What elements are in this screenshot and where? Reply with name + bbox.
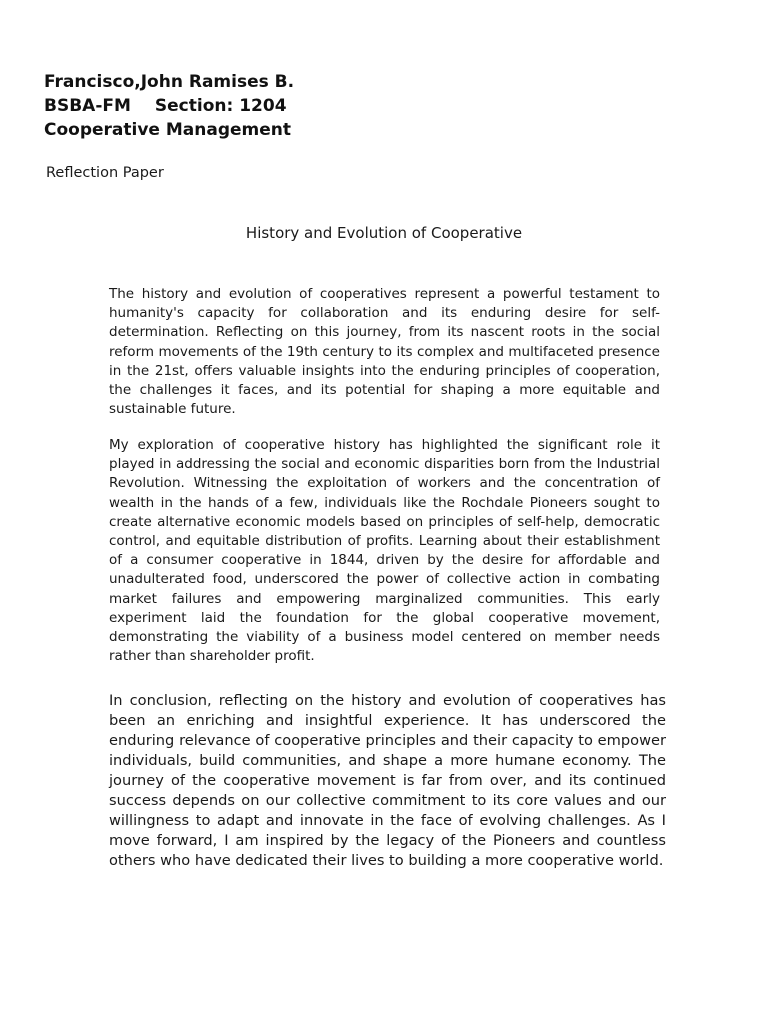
section: Section: 1204: [154, 96, 287, 116]
program: BSBA-FM: [44, 96, 131, 116]
author-header: [44, 70, 294, 142]
paragraph-conclusion: In conclusion, reflecting on the history and evolution of cooperatives has been an enriching and insightful experience. It has underscored the enduring relevance of cooperative principles and their capacity to empower individuals, build communities, and shape a more humane economy. The journey of the cooperative movement is far from over, and its continued success depends on our collective commitment to its core values and our willingness to adapt and innovate in the face of evolving challenges. As I move forward, I am inspired by the legacy of the Pioneers and countless others who have dedicated their lives to building a more cooperative world.: [109, 692, 666, 869]
paper-title: History and Evolution of Cooperative: [245, 224, 523, 242]
course-name: Cooperative Management: [44, 120, 292, 140]
paragraph-history: My exploration of cooperative history has highlighted the significant role it played in addressing the social and economic disparities born from the Industrial Revolution. Witnessing the exploitation of workers and the concentration of wealth in the hands of a few, individuals like the Rochdale Pioneers sought to create alternative economic models based on principles of self-help, democratic control, and equitable distribution of profits. Learning about their establishment of a consumer cooperative in 1844, driven by the desire for affordable and unadulterated food, underscored the power of collective action in combating market failures and empowering marginalized communities. This early experiment laid the foundation for the global cooperative movement, demonstrating the viability of a business model centered on member needs rather than shareholder profit.: [109, 437, 660, 665]
author-name: Francisco,John Ramises B.: [44, 72, 295, 92]
program-section-line: [44, 94, 294, 118]
paragraph-introduction: The history and evolution of cooperatives represent a powerful testament to humanity's capacity for collaboration and its enduring desire for self-determination. Reflecting on this journey, from its nascent roots in the social reform movements of the 19th century to its complex and multifaceted presence in the 21st, offers valuable insights into the enduring principles of cooperation, the challenges it faces, and its potential for shaping a more equitable and sustainable future.: [109, 286, 660, 418]
paper-type-label: Reflection Paper: [46, 165, 164, 181]
